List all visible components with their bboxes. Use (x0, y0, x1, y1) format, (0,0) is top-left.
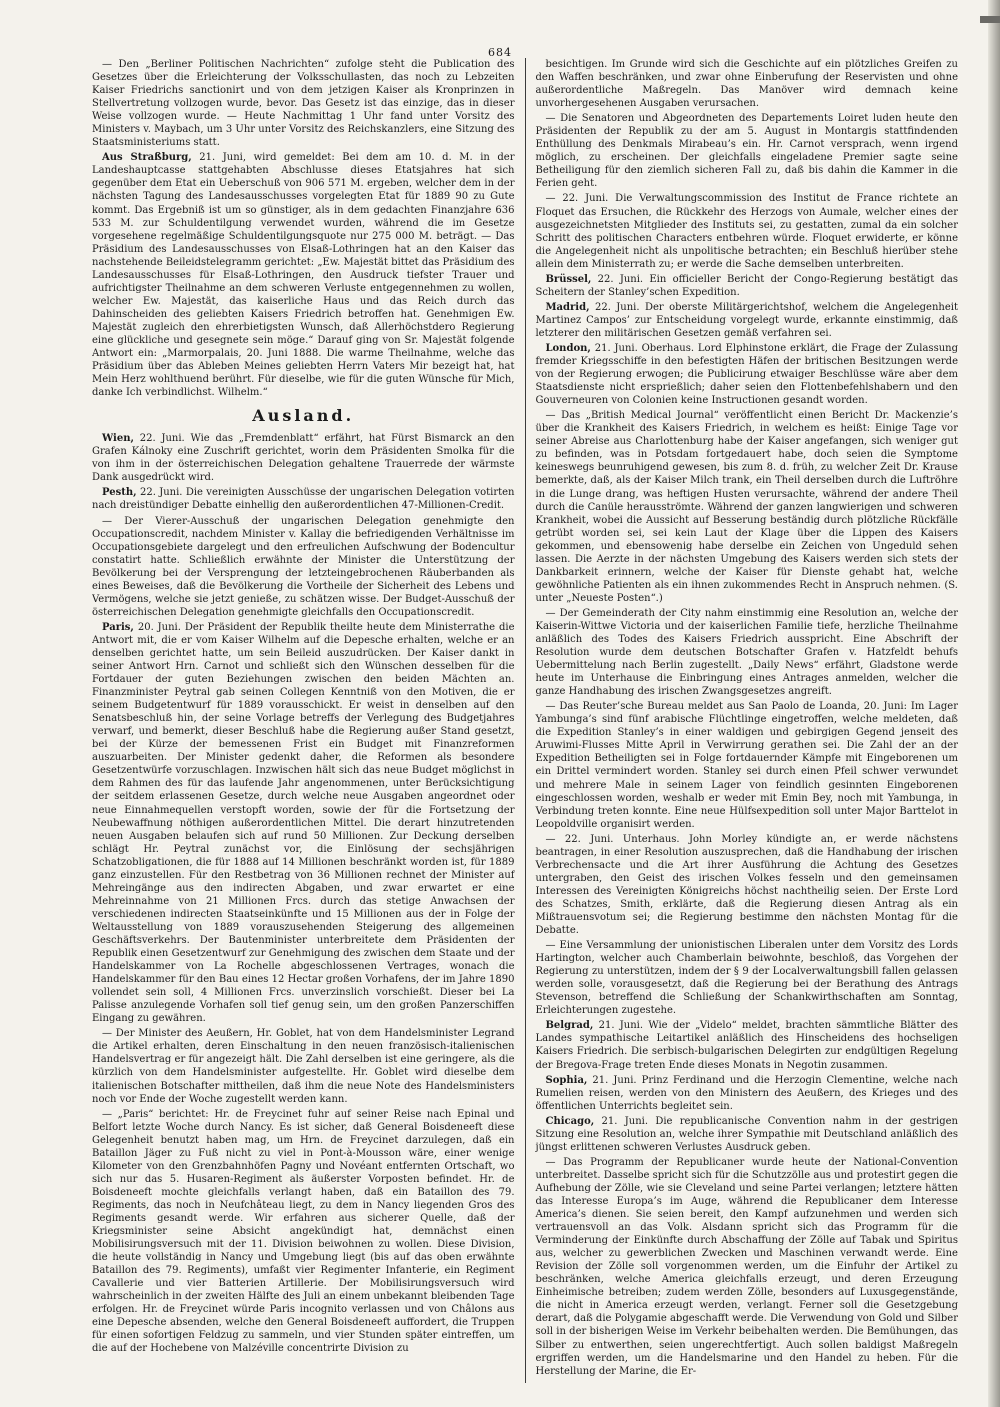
article-text: — Der Minister des Aeußern, Hr. Goblet, hat von dem Handelsminister Legrand die Artikel erhalten, deren Einschaltung in den neuen französisch-italienischen Handelsvertrag er für angezeigt hält. Die Zahl derselben ist eine geringere, als die kürzlich von dem Handelsminister aufgestellte. Hr. Goblet wird dieselbe dem italienischen Botschafter mittheilen, daß ihm die neue Note des Handelsministers noch vor Ende der Woche zugestellt werden kann. (92, 1028, 515, 1105)
article-paragraph (92, 432, 515, 484)
dateline-place: Sophia, (545, 1074, 588, 1086)
article-paragraph (92, 1027, 515, 1105)
article-text: besichtigen. Im Grunde wird sich die Geschichte auf ein plötzliches Greifen zu den Waffen beschränken, und zwar ohne Einberufung der Reservisten und ohne außerordentliche Maßregeln. Das Manöver wird demnach keine unvorhergesehenen Ausgaben verursachen. (535, 59, 958, 110)
page-edge-shadow (988, 0, 1000, 1407)
page-corner-mark (980, 16, 1000, 23)
article-text: — Der Vierer-Ausschuß der ungarischen Delegation genehmigte den Occupationscredit, nachdem Minister v. Kallay die befriedigenden Verhältnisse im Occupationsgebiete dargelegt und den erfreulichen Aufschwung der Bodencultur constatirt hatte. Schließlich erwähnte der Minister die Unterstützung der Bevölkerung bei der Versprengung der letzteingebrochenen Räuberbanden als eines Beweises, daß die Bevölkerung die Vortheile der Sicherheit des Lebens und Vermögens, welche sie jetzt genieße, zu schätzen wisse. Der Budget-Ausschuß der österreichischen Delegation genehmigte gleichfalls den Occupationscredit. (92, 515, 515, 618)
dateline-place: London, (545, 342, 591, 354)
column-rule (525, 58, 526, 1383)
article-text: 20. Juni. Der Präsident der Republik theilte heute dem Ministerrathe die Antwort mit, die er vom Kaiser Wilhelm auf die Depesche erhalten, welche er an denselben gerichtet hatte, um sein Beileid auszudrücken. Der Kaiser dankt in seiner Antwort Hrn. Carnot und schließt sich den Wünschen desselben für die Fortdauer der guten Beziehungen zwischen den beiden Mächten an. Finanzminister Peytral gab seinen Collegen Kenntniß von den Motiven, die er seinem Budgetentwurf für 1889 vorausschickt. Er weist in denselben auf den Senatsbeschluß hin, der seine Vorlage betreffs der Verlegung des Budgetjahres verwarf, und bemerkt, dieser Beschluß habe die Regierung außer Stand gesetzt, bei der Kürze der bemessenen Frist ein Budget mit Finanzreformen auszuarbeiten. Der Minister gedenkt daher, die Reformen als besondere Gesetzentwürfe vorzuschlagen. Inzwischen hält sich das neue Budget möglichst in dem Rahmen des für das laufende Jahr angenommenen, unter Berücksichtigung der seitdem erlassenen Gesetze, durch welche neue Ausgaben angeordnet oder neue Einnahmequellen verstopft worden, sowie der für die Fortsetzung der Neubewaffnung nöthigen außerordentlichen Mittel. Die derart hinzutretenden neuen Ausgaben belaufen sich auf rund 50 Millionen. Zur Deckung derselben schlägt Hr. Peytral zunächst vor, die Einlösung der sechsjährigen Schatzobligationen, die für 1888 auf 14 Millionen beschränkt worden ist, für 1889 ganz einzustellen. Für den Restbetrag von 36 Millionen rechnet der Minister auf Mehreingänge aus den indirecten Abgaben, und zwar erwartet er eine Mehreinnahme von 21 Millionen Frcs. durch das stetige Anwachsen der verschiedenen indirecten Staatseinkünfte und 15 Millionen aus der in Folge der Weltausstellung von 1889 vorauszusehenden Steigerung des allgemeinen Geschäftsverkehrs. Der Bautenminister unterbreitete dem Präsidenten der Republik einen Gesetzentwurf zur Genehmigung des zwischen dem Staate und der Handelskammer von La Rochelle abgeschlossenen Vertrages, wonach die Handelskammer für den Bau eines 12 Hectar großen Vorhafens, der im Jahre 1890 vollendet sein soll, 4 Millionen Frcs. unverzinslich vorschießt. Dieser bei La Palisse anzulegende Vorhafen soll tief genug sein, um den großen Panzerschiffen Eingang zu gewähren. (92, 621, 515, 1025)
article-paragraph (535, 1074, 958, 1113)
article-text: 22. Juni. Der oberste Militärgerichtshof, welchem die Angelegenheit Martinez Campos’ zur Entscheidung vorgelegt wurde, erkannte einstimmig, daß letzterer den militärischen Gesetzen gemäß verfahren sei. (535, 301, 958, 339)
article-text: — 22. Juni. Unterhaus. John Morley kündigte an, er werde nächstens beantragen, in einer Resolution auszusprechen, daß die Handhabung der irischen Verbrechensacte und die Art ihrer Ausführung die Achtung des Gesetzes untergraben, den Geist des irischen Volkes fesseln und den gemeinsamen Interessen des Vereinigten Königreichs höchst nachtheilig seien. Der Erste Lord des Schatzes, Smith, erklärte, daß die Regierung diesen Antrag als ein Mißtrauensvotum sei; die Regierung bestimme den nächsten Montag für die Debatte. (535, 833, 958, 937)
article-text: — 22. Juni. Die Verwaltungscommission des Institut de France richtete an Floquet das Ersuchen, die Rückkehr des Herzogs von Aumale, welcher eines der ausgezeichnetsten Mitglieder des Instituts sei, zu gestatten, zumal da ein solcher Schritt des politischen Characters entbehren würde. Floquet erwiderte, er könne die Angelegenheit nicht als unpolitische betrachten; ein Beschluß hierüber stehe allein dem Ministerrath zu; er werde die Sache demselben unterbreiten. (535, 193, 958, 270)
article-text: — Das Programm der Republicaner wurde heute der National-Convention unterbreitet. Dasselbe spricht sich für die Schutzzölle aus und protestirt gegen die Aufhebung der Zölle, wie sie Cleveland und seine Partei verlangen; letztere hätten das Interesse Europa’s im Auge, während die Republicaner dem Interesse America’s dienen. Sie seien bereit, den Kampf aufzunehmen und werden sich vertrauensvoll an das Volk. Alsdann spricht sich das Programm für die Verminderung der Einkünfte durch Abschaffung der Zölle auf Tabak und Spiritus aus, welcher zu gewerblichen Zwecken und Maschinen verwandt werde. Eine Revision der Zölle soll vorgenommen werden, um die Einfuhr der Artikel zu beschränken, welche America gleichfalls erzeugt, und deren Erzeugung Einheimische betreiben; zudem werden Zölle, besonders auf Luxusgegenstände, die nicht in America erzeugt werden, verlangt. Ferner soll die Gesetzgebung derart, daß die Polygamie abgeschafft werde. Die Verwendung von Gold und Silber soll in der bisherigen Weise im Verkehr beibehalten werden. Die Bemühungen, das Silber zu entwerthen, seien ungerechtfertigt. Auch sollen baldigst Maßregeln ergriffen werden, um die Handelsmarine und den Handel zu heben. Für die Herstellung der Marine, die Er- (535, 1156, 958, 1377)
article-paragraph (535, 342, 958, 407)
dateline-place: Belgrad, (545, 1020, 594, 1032)
article-text: 21. Juni. Oberhaus. Lord Elphinstone erklärt, die Frage der Zulassung fremder Kriegsschiffe in den befestigten Häfen der britischen Besitzungen werde von der Regierung erwogen; die Publicirung etwaiger Beschlüsse wäre aber dem Staatsdienste nicht ersprießlich; daher seien den Flottenbefehlshabern und den Gouverneuren von Colonien keine Instructionen gesandt worden. (535, 342, 958, 407)
article-paragraph (535, 1115, 958, 1154)
dateline-place: Madrid, (545, 301, 590, 313)
column-right (535, 58, 958, 1383)
article-paragraph (92, 1108, 515, 1356)
article-text: — Das Reuter’sche Bureau meldet aus San Paolo de Loanda, 20. Juni: Im Lager Yambunga’s sind fünf arabische Flüchtlinge eingetroffen, welche meldeten, daß die Expedition Stanley’s in einer waldigen und gebirgigen Gegend jenseit des Aruwimi-Flusses Mitte April in Verwirrung gerathen sei. Die Zahl der an der Expedition Betheiligten sei in Folge fortdauernder Kämpfe mit Eingeborenen um ein Drittel vermindert worden. Stanley sei durch einen Pfeil schwer verwundet und mehrere Male in seinem Lager von feindlich gesinnten Eingeborenen eingeschlossen worden, weshalb er weder mit Emin Bey, noch mit Yambunga, in Verbindung treten konnte. Eine neue Hülfsexpedition soll unter Major Barttelot in Leopoldville organisirt werden. (535, 701, 958, 830)
article-text: 21. Juni, wird gemeldet: Bei dem am 10. d. M. in der Landeshauptcasse stattgehabten Abschlusse dieses Etatsjahres hat sich gegenüber dem Etat ein Ueberschuß von 906 571 M. ergeben, welcher dem in der nächsten Tagung des Landesausschusses vorgelegten Etat für 1889 90 zu Gute kommt. Das Ergebniß ist um so günstiger, als in dem gedachten Finanzjahre 636 533 M. zur Schuldentilgung verwendet wurden, während die im Gesetze vorgesehene regelmäßige Schuldentilgungsquote nur 275 000 M. beträgt. — Das Präsidium des Landesausschusses von Elsaß-Lothringen hat an den Kaiser das nachstehende Beileidstelegramm gerichtet: „Ew. Majestät bittet das Präsidium des Landesausschusses für Elsaß-Lothringen, den Ausdruck tiefster Trauer und aufrichtigster Theilnahme an dem schweren Verluste entgegennehmen zu wollen, welcher Ew. Majestät, das kaiserliche Haus und das Reich durch das Dahinscheiden des geliebten Kaisers Friedrich betroffen hat. Genehmigen Ew. Majestät zugleich den ehrerbietigsten Wunsch, daß Allerhöchstdero Regierung eine glückliche und gesegnete sein möge.“ Darauf ging von Sr. Majestät folgende Antwort ein: „Marmorpalais, 20. Juni 1888. Die warme Theilnahme, welche das Präsidium über das Ableben Meines geliebten Herrn Vaters Mir bezeigt hat, hat Mein Herz wohlthuend berührt. Für dieselbe, wie für die guten Wünsche für Mich, danke Ich verbindlichst. Wilhelm.“ (92, 152, 515, 399)
article-text: 21. Juni. Wie der „Videlo“ meldet, brachten sämmtliche Blätter des Landes sympathische Leitartikel anläßlich des Hinscheidens des hochseligen Kaisers Friedrich. Die serbisch-bulgarischen Delegirten zur endgültigen Regelung der Bregova-Frage treten Ende dieses Monats in Negotin zusammen. (535, 1020, 958, 1071)
dateline-place: Pesth, (102, 487, 137, 499)
section-heading: Ausland. (252, 406, 355, 426)
dateline-place: Wien, (102, 433, 134, 445)
dateline-place: Aus Straßburg, (102, 152, 192, 164)
article-paragraph (535, 1019, 958, 1071)
article-paragraph (535, 112, 958, 190)
article-paragraph (535, 833, 958, 937)
article-paragraph (535, 700, 958, 830)
article-paragraph (535, 58, 958, 110)
article-text: — Eine Versammlung der unionistischen Liberalen unter dem Vorsitz des Lords Hartington, welcher auch Chamberlain beiwohnte, beschloß, das Vorgehen der Regierung zu unterstützen, indem der § 9 der Localverwaltungsbill fallen gelassen werden solle, vorausgesetzt, daß die Regierung bei der Berathung des Antrags Stevenson, betreffend die Schließung der Schankwirthschaften am Sonntag, Erleichterungen zugestehe. (535, 940, 958, 1017)
article-paragraph (535, 273, 958, 299)
article-paragraph (92, 621, 515, 1025)
article-paragraph (92, 515, 515, 619)
article-text: — Das „British Medical Journal“ veröffentlicht einen Bericht Dr. Mackenzie’s über die Krankheit des Kaisers Friedrich, in welchem es heißt: Einige Tage vor seiner Abreise aus Charlottenburg habe der Kaiser angefangen, sich weniger gut zu befinden, was in Potsdam fortgedauert habe, doch seien die Symptome keineswegs beunruhigend gewesen, bis zum 8. d. früh, zu welcher Zeit Dr. Krause bemerkte, daß, als der Kaiser Milch trank, ein Theil derselben durch die Luftröhre in die Lunge drang, was heftigen Husten verursachte, während der andere Theil durch die Canüle herausströmte. Während der ganzen langwierigen und schweren Krankheit, wobei die Aussicht auf Besserung beständig durch plötzliche Rückfälle getrübt worden sei, sei kein Laut der Klage über die Lippen des Kaisers gekommen, und ebensowenig habe derselbe ein Zeichen von Ungeduld sehen lassen. Die Aerzte in der nächsten Umgebung des Kaisers werden sich stets der Dankbarkeit erinnern, welche der Kaiser für Dienste gehabt hat, welche gewöhnliche Patienten als ein ihnen zukommendes Recht in Anspruch nehmen. (S. unter „Neueste Posten“.) (535, 410, 958, 604)
dateline-place: Brüssel, (545, 273, 592, 285)
article-text: — Der Gemeinderath der City nahm einstimmig eine Resolution an, welche der Kaiserin-Wittwe Victoria und der kaiserlichen Familie tiefe, herzliche Theilnahme anläßlich des Todes des Kaisers Friedrich ausspricht. Eine Abschrift der Resolution wurde dem deutschen Botschafter Grafen v. Hatzfeldt behufs Uebermittelung nach Berlin zugestellt. „Daily News“ erfährt, Gladstone werde heute im Unterhause die Einbringung eines Antrages anmelden, welcher die ganze Handhabung des irischen Zwangsgesetzes angreift. (535, 607, 958, 698)
text-columns (92, 58, 958, 1383)
article-text: 22. Juni. Die vereinigten Ausschüsse der ungarischen Delegation votirten nach dreistündiger Debatte einhellig den außerordentlichen 47-Millionen-Credit. (92, 487, 515, 512)
article-text: 21. Juni. Prinz Ferdinand und die Herzogin Clementine, welche nach Rumelien reisen, werden von den Ministern des Aeußern, des Krieges und des öffentlichen Unterrichts begleitet sein. (535, 1074, 958, 1112)
article-paragraph (535, 939, 958, 1017)
article-paragraph (92, 58, 515, 149)
article-text: — „Paris“ berichtet: Hr. de Freycinet fuhr auf seiner Reise nach Epinal und Belfort letzte Woche durch Nancy. Es ist sicher, daß General Boisdeneeft diese Gelegenheit benutzt haben mag, um Hrn. de Freycinet darzulegen, daß ein Bataillon Jäger zu Fuß nicht zu viel in Pont-à-Mousson wäre, einer wenige Kilometer von den Grenzbahnhöfen Pagny und Novéant entfernten Ortschaft, wo sich nur das 5. Husaren-Regiment als äußerster Vorposten befindet. Hr. de Boisdeneeft mochte gleichfalls verlangt haben, daß ein Bataillon des 79. Regiments, das noch in Neufchâteau liegt, zu dem in Nancy liegenden Gros des Regiments gesandt werde. Wir erfahren aus sicherer Quelle, daß der Kriegsminister seine Absicht angekündigt hat, demnächst einen Mobilisirungsversuch mit der 11. Division beiwohnen zu wollen. Diese Division, die heute vollständig in Nancy und Umgebung liegt (bis auf das oben erwähnte Bataillon des 79. Regiments), umfaßt vier Regimenter Infanterie, ein Regiment Cavallerie und vier Batterien Artillerie. Der Mobilisirungsversuch wird wahrscheinlich in der zweiten Hälfte des Juli an einem unbekannt bleibenden Tage erfolgen. Hr. de Freycinet würde Paris incognito verlassen und von Châlons aus eine Depesche absenden, welche den General Boisdeneeft auffordert, die Truppen für einen sofortigen Feldzug zu sammeln, und vier Stunden später eintreffen, um die auf der Hochebene von Malzéville concentrirte Division zu (92, 1108, 515, 1355)
article-text: — Die Senatoren und Abgeordneten des Departements Loiret luden heute den Präsidenten der Republik zu der am 5. August in Montargis stattfindenden Enthüllung des Denkmals Mirabeau’s ein. Hr. Carnot versprach, wenn irgend möglich, zu erscheinen. Der gleichfalls eingeladene Premier sagte seine Betheiligung für den ziemlich sicheren Fall zu, daß bis dahin die Kammer in die Ferien geht. (535, 113, 958, 190)
column-left (92, 58, 515, 1383)
article-text: 22. Juni. Wie das „Fremdenblatt“ erfährt, hat Fürst Bismarck an den Grafen Kálnoky eine Zuschrift gerichtet, worin dem Präsidenten Smolka für die von ihm in der österreichischen Delegation gehaltene Trauerrede der wärmste Dank ausgedrückt wird. (92, 433, 515, 484)
dateline-place: Chicago, (545, 1115, 595, 1127)
article-paragraph (92, 151, 515, 399)
article-paragraph (535, 1156, 958, 1378)
article-text: 22. Juni. Ein officieller Bericht der Congo-Regierung bestätigt das Scheitern der Stanley’schen Expedition. (535, 273, 958, 298)
article-paragraph (535, 301, 958, 340)
dateline-place: Paris, (102, 621, 134, 633)
article-paragraph (535, 607, 958, 698)
article-paragraph (92, 486, 515, 512)
article-paragraph (535, 192, 958, 270)
article-text: — Den „Berliner Politischen Nachrichten“ zufolge steht die Publication des Gesetzes über die Erleichterung der Volksschullasten, das noch zu Lebzeiten Kaiser Friedrichs sanctionirt und von dem jetzigen Kaiser als Kronprinzen in Stellvertretung vollzogen wurde, bevor. Das Gesetz ist das einzige, das in dieser Weise vollzogen wurde. — Heute Nachmittag 1 Uhr fand unter Vorsitz des Ministers v. Maybach, um 3 Uhr unter Vorsitz des Reichskanzlers, eine Sitzung des Staatsministeriums statt. (92, 59, 515, 149)
page-number: 684 (488, 46, 512, 59)
article-text: 21. Juni. Die republicanische Convention nahm in der gestrigen Sitzung eine Resolution an, welche ihrer Sympathie mit Deutschland anläßlich des jüngst erlittenen schweren Verlustes Ausdruck geben. (535, 1115, 958, 1153)
article-paragraph (535, 409, 958, 605)
